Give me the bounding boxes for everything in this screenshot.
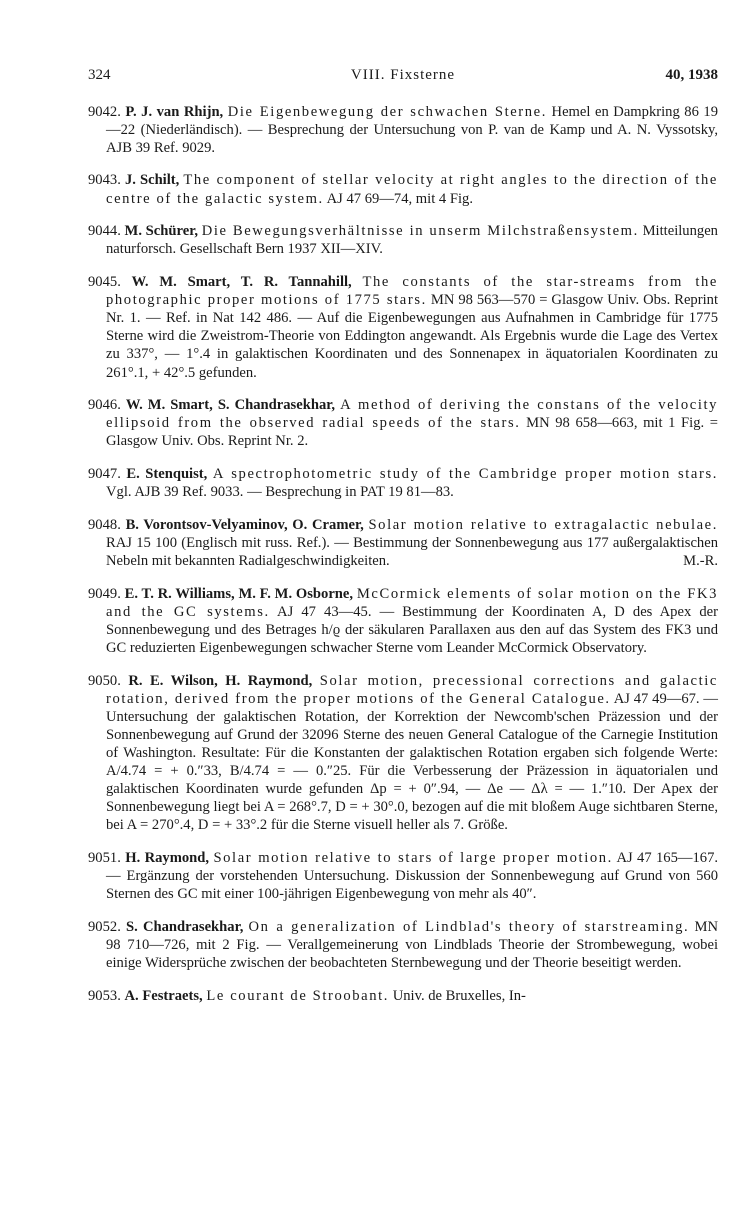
entry-text: AJ 47 43—45. — Bestimmung der Koordinaten A, D des Apex der Sonnenbewegung und des Betrages h/ϱ der säkularen Parallaxen aus den auf das System des FK3 und GC reduzierten Eigenbewegungen schwacher Sterne vom Leander McCormick Observatory. — [106, 603, 718, 656]
entry-text: Mitteilungen naturforsch. Gesellschaft Bern 1937 XII—XIV. — [106, 223, 718, 258]
entry-author: M. Schürer, — [124, 223, 198, 240]
entry-author: E. T. R. Williams, M. F. M. Osborne, — [124, 585, 354, 602]
entry-title: Solar motion relative to stars of large proper motion. — [213, 850, 613, 867]
entry-author: J. Schilt, — [124, 172, 180, 189]
entry-text: MN 98 563—570 = Glasgow Univ. Obs. Reprint Nr. 1. — Ref. in Nat 142 486. — Auf die Eigenbewegungen aus Aufnahmen in Cambridge für 1775 Sterne wird die Zweistrom-Theorie von Eddington angewandt. Als Ergebnis wurde die Lage des Vertex zu 337°, — 1°.4 in galaktischen Koordinaten und des Sonnenapex in äquatorialen Koordinaten zu 261°.1, + 42°.5 gefunden. — [106, 292, 718, 381]
entry-text: MN 98 710—726, mit 2 Fig. — Verallgemeinerung von Lindblads Theorie der Strombewegung, wobei einige Widersprüche zwischen der beobachteten Sternbewegung und der Theorie beseitigt werden. — [106, 919, 718, 972]
entry-author: H. Raymond, — [125, 850, 210, 867]
entry-text: Hemel en Dampkring 86 19—22 (Niederländisch). — Besprechung der Untersuchung von P. van de Kamp und A. N. Vyssotsky, AJB 39 Ref. 9029. — [106, 103, 719, 156]
entry-9052 — [88, 918, 718, 972]
entry-title: The component of stellar velocity at right angles to the direction of the centre of the galactic system. — [106, 172, 718, 207]
entry-9045 — [88, 273, 718, 382]
entry-text: AJ 47 69—74, mit 4 Fig. — [326, 190, 473, 207]
entry-number: 9042. — [88, 103, 121, 120]
entry-number: 9050. — [88, 672, 121, 689]
entry-number: 9051. — [88, 850, 121, 867]
entry-9050 — [88, 672, 718, 835]
entry-number: 9044. — [88, 223, 121, 240]
entry-9042 — [88, 103, 718, 157]
entry-9051 — [88, 849, 718, 903]
entry-author: S. Chandrasekhar, — [126, 919, 244, 935]
entry-author: P. J. van Rhijn, — [125, 103, 224, 120]
entry-9047 — [88, 465, 718, 501]
entry-number: 9048. — [88, 516, 121, 533]
entry-9043 — [88, 171, 718, 207]
entry-9046 — [88, 396, 718, 450]
bibliography-list — [88, 103, 718, 1005]
entry-number: 9052. — [88, 919, 121, 935]
entry-author: B. Vorontsov-Velyaminov, O. Cramer, — [125, 516, 364, 533]
entry-author: E. Stenquist, — [126, 466, 208, 483]
entry-title: A spectrophotometric study of the Cambridge proper motion stars. — [212, 466, 718, 483]
entry-number: 9049. — [88, 585, 121, 602]
entry-number: 9045. — [88, 274, 121, 291]
entry-author: W. M. Smart, S. Chandrasekhar, — [125, 397, 336, 414]
entry-9053 — [88, 987, 718, 1005]
entry-title: Die Bewegungsverhältnisse in unserm Milchstraßensystem. — [201, 223, 639, 240]
page-number: 324 — [88, 67, 111, 83]
entry-title: Le courant de Stroobant. — [206, 987, 390, 1004]
entry-number: 9053. — [88, 987, 121, 1004]
page-header — [88, 62, 718, 88]
entry-text: Vgl. AJB 39 Ref. 9033. — Besprechung in PAT 19 81—83. — [106, 484, 454, 501]
entry-text: AJ 47 49—67. — Untersuchung der galaktischen Rotation, der Korrektion der Newcomb'schen Präzession und der Sonnenbewegung auf Grund der 32096 Sterne des neuen General Catalogue of the Carnegie Institution of Washington. Resultate: Für die Konstanten der galaktischen Rotation ergaben sich folgende Werte: A/4.74 = + 0.″33, B/4.74 = — 0.″25. Für die Verbesserung der Präzession in äquatorialen und galaktischen Koordinaten wurde gefunden Δp = + 0″.94, — Δe — Δλ = — 1.″10. Der Apex der Sonnenbewegung liegt bei A = 268°.7, D = + 30°.0, bezogen auf die mit bloßem Auge sichtbaren Sterne, bei A = 270°.4, D = + 33°.2 für die Sterne visuell heller als 7. Größe. — [106, 690, 718, 834]
entry-title: McCormick elements of solar motion on the FK3 and the GC systems. — [106, 585, 718, 620]
entry-9048 — [88, 516, 718, 570]
entry-author: A. Festraets, — [124, 987, 203, 1004]
entry-author: W. M. Smart, T. R. Tannahill, — [131, 274, 352, 291]
entry-text: MN 98 658—663, mit 1 Fig. = Glasgow Univ. Obs. Reprint Nr. 2. — [106, 415, 718, 450]
entry-number: 9047. — [88, 466, 121, 483]
entry-number: 9046. — [88, 397, 121, 414]
entry-9044 — [88, 222, 718, 258]
entry-title: Solar motion relative to extragalactic nebulae. — [368, 516, 718, 533]
entry-author: R. E. Wilson, H. Raymond, — [128, 672, 313, 689]
entry-9049 — [88, 585, 718, 657]
entry-text: AJ 47 165—167. — Ergänzung der vorstehenden Untersuchung. Diskussion der Sonnenbewegung auf Grund von 560 Sternen des GC mit einer 100-jährigen Eigenbewegung von mehr als 40″. — [106, 850, 719, 903]
entry-title: On a generalization of Lindblad's theory of starstreaming. — [248, 919, 690, 935]
entry-title: Die Eigenbewegung der schwachen Sterne. — [227, 103, 547, 120]
volume-year: 40, 1938 — [665, 67, 718, 83]
reviewer-signature: M.-R. — [683, 553, 718, 570]
book-page — [88, 62, 718, 1008]
entry-text: RAJ 15 100 (Englisch mit russ. Ref.). — Bestimmung der Sonnenbewegung aus 177 außergalaktischen Nebeln mit bekannten Radialgeschwindigkeiten. — [106, 534, 718, 570]
entry-title: A method of deriving the constans of the velocity ellipsoid from the observed radial speeds of the stars. — [106, 397, 719, 432]
entry-number: 9043. — [88, 172, 121, 189]
section-title: VIII. Fixsterne — [350, 67, 456, 83]
entry-text: Univ. de Bruxelles, In- — [392, 987, 526, 1004]
entry-title: The constants of the star-streams from the photographic proper motions of 1775 stars. — [106, 274, 718, 309]
entry-title: Solar motion, precessional corrections and galactic rotation, derived from the proper motions of the General Catalogue. — [106, 672, 718, 707]
